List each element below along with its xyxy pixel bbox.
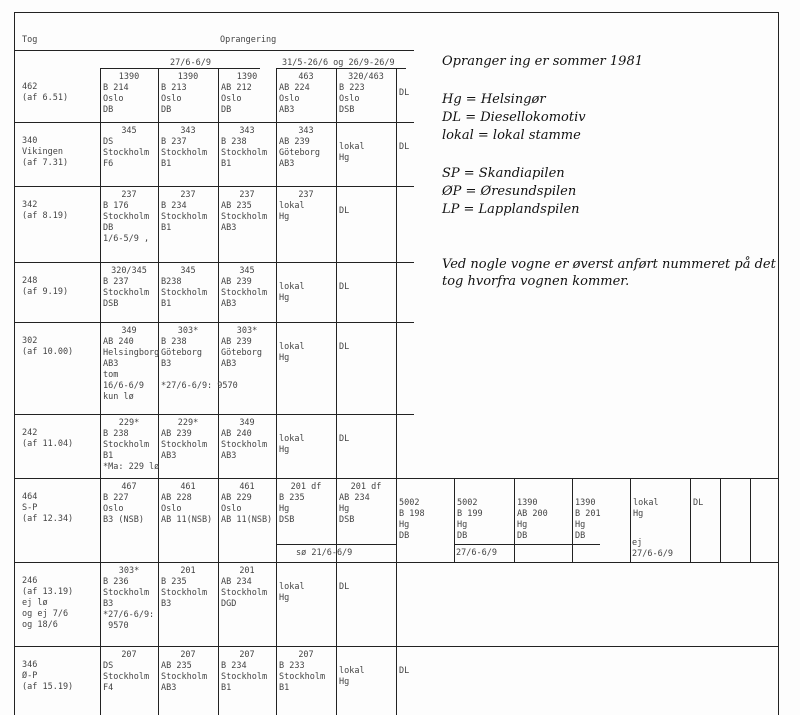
column-divider xyxy=(276,322,277,414)
wagon-origin: 207 xyxy=(180,650,196,660)
wagon-cell: lokal Hg xyxy=(279,201,305,222)
wagon-cell: 5002 B 199 Hg DB xyxy=(457,498,483,541)
column-divider xyxy=(336,322,337,414)
train-label: 464 S-P (af 12.34) xyxy=(22,492,74,524)
wagon-cell: B 237 Stockholm DSB xyxy=(103,277,150,309)
wagon-cell: DL xyxy=(339,434,350,444)
wagon-cell: DL xyxy=(339,582,350,592)
wagon-cell: B238 Stockholm B1 xyxy=(161,277,208,309)
legend-hg: Hg = Helsingør xyxy=(442,92,546,107)
wagon-origin: 229* xyxy=(177,418,199,428)
wagon-cell: AB 239 Göteborg AB3 xyxy=(221,337,262,369)
header-oprangering: Oprangering xyxy=(220,35,277,45)
wagon-cell: B 234 Stockholm B1 xyxy=(221,661,268,693)
wagon-origin: 345 xyxy=(180,266,196,276)
wagon-origin: 303* xyxy=(236,326,258,336)
period-b-line xyxy=(276,68,406,69)
column-divider xyxy=(396,562,397,646)
wagon-cell: AB 229 Oslo AB 11(NSB) xyxy=(221,493,273,525)
column-divider xyxy=(396,322,397,414)
wagon-cell: AB 212 Oslo DB xyxy=(221,83,252,115)
wagon-cell: B 238 Stockholm B1 *Ma: 229 lø xyxy=(103,429,160,472)
legend-op: ØP = Øresundspilen xyxy=(442,184,577,199)
wagon-cell: DL xyxy=(339,342,350,352)
wagon-origin: 349 xyxy=(239,418,255,428)
wagon-cell: DS Stockholm F4 xyxy=(103,661,150,693)
column-divider xyxy=(396,414,397,478)
wagon-origin: 345 xyxy=(121,126,137,136)
column-divider xyxy=(336,262,337,322)
column-divider xyxy=(514,478,515,562)
wagon-origin: 343 xyxy=(180,126,196,136)
row-divider xyxy=(14,122,414,123)
period-note: 27/6-6/9 xyxy=(456,548,497,558)
wagon-cell: B 238 Göteborg B3 *27/6-6/9: 9570 xyxy=(161,337,238,391)
wagon-cell: 1390 AB 200 Hg DB xyxy=(517,498,548,541)
row-divider xyxy=(14,186,414,187)
legend-lp: LP = Lapplandspilen xyxy=(442,202,580,217)
period-a-line xyxy=(100,68,260,69)
wagon-origin: 343 xyxy=(239,126,255,136)
period-note-line xyxy=(454,544,600,545)
header-period-a: 27/6-6/9 xyxy=(170,58,211,68)
wagon-origin: 201 xyxy=(180,566,196,576)
wagon-origin: 461 xyxy=(239,482,255,492)
wagon-cell: AB 240 Stockholm AB3 xyxy=(221,429,268,461)
wagon-cell: 1390 B 201 Hg DB xyxy=(575,498,601,541)
wagon-cell: lokal Hg xyxy=(279,282,305,303)
wagon-cell: B 176 Stockholm DB 1/6-5/9 , xyxy=(103,201,150,244)
wagon-origin: 349 xyxy=(121,326,137,336)
wagon-cell: AB 234 Stockholm DGD xyxy=(221,577,268,609)
row-divider xyxy=(14,414,414,415)
header-tog: Tog xyxy=(22,35,38,45)
wagon-cell: AB 239 Stockholm AB3 xyxy=(161,429,208,461)
period-note: ej 27/6-6/9 xyxy=(632,538,673,559)
wagon-cell: lokal Hg xyxy=(339,666,365,687)
legend-note: Ved nogle vogne er øverst anført nummeret på det tog hvorfra vognen kommer. xyxy=(442,257,776,289)
train-label: 346 Ø-P (af 15.19) xyxy=(22,660,74,692)
train-label: 342 (af 8.19) xyxy=(22,200,69,221)
column-divider xyxy=(336,122,337,186)
column-divider xyxy=(276,562,277,646)
train-label: 242 (af 11.04) xyxy=(22,428,74,449)
wagon-origin: 303* xyxy=(177,326,199,336)
wagon-origin: 303* xyxy=(118,566,140,576)
wagon-origin: 461 xyxy=(180,482,196,492)
wagon-origin: 237 xyxy=(298,190,314,200)
wagon-origin: 467 xyxy=(121,482,137,492)
column-divider xyxy=(690,478,691,562)
wagon-cell: B 227 Oslo B3 (NSB) xyxy=(103,493,144,525)
train-label: 302 (af 10.00) xyxy=(22,336,74,357)
wagon-cell: AB 240 Helsingborg AB3 tom 16/6-6/9 kun lø xyxy=(103,337,160,402)
wagon-origin: 201 df xyxy=(350,482,382,492)
wagon-cell: B 223 Oslo DSB xyxy=(339,83,365,115)
wagon-cell: B 234 Stockholm B1 xyxy=(161,201,208,233)
wagon-cell: lokal Hg xyxy=(279,582,305,603)
wagon-origin: 207 xyxy=(121,650,137,660)
column-divider xyxy=(336,646,337,715)
wagon-cell: B 235 Stockholm B3 xyxy=(161,577,208,609)
train-label: 248 (af 9.19) xyxy=(22,276,69,297)
header-period-b: 31/5-26/6 og 26/9-26/9 xyxy=(282,58,395,68)
period-note-line xyxy=(276,544,396,545)
wagon-cell: DL xyxy=(339,206,350,216)
wagon-cell: DL xyxy=(399,88,410,98)
train-label: 462 (af 6.51) xyxy=(22,82,69,103)
wagon-origin: 207 xyxy=(239,650,255,660)
column-divider xyxy=(396,122,397,186)
column-divider xyxy=(396,262,397,322)
wagon-cell: AB 234 Hg DSB xyxy=(339,493,370,525)
train-label: 246 (af 13.19) ej lø og ej 7/6 og 18/6 xyxy=(22,576,74,630)
legend-title: Opranger ing er sommer 1981 xyxy=(442,54,643,69)
wagon-cell: DS Stockholm F6 xyxy=(103,137,150,169)
wagon-cell: AB 224 Oslo AB3 xyxy=(279,83,310,115)
wagon-origin: 1390 xyxy=(236,72,258,82)
wagon-cell: DL xyxy=(399,666,410,676)
column-divider xyxy=(630,478,631,562)
wagon-origin: 229* xyxy=(118,418,140,428)
wagon-origin: 201 xyxy=(239,566,255,576)
column-divider xyxy=(276,262,277,322)
column-divider xyxy=(720,478,721,562)
left-border xyxy=(14,12,15,715)
column-divider xyxy=(454,478,455,562)
legend-lokal: lokal = lokal stamme xyxy=(442,128,581,143)
top-border xyxy=(14,12,778,13)
wagon-origin: 343 xyxy=(298,126,314,136)
wagon-cell: DL xyxy=(399,142,410,152)
wagon-origin: 463 xyxy=(298,72,314,82)
legend-dl: DL = Diesellokomotiv xyxy=(442,110,586,125)
column-divider xyxy=(396,68,397,122)
wagon-cell: B 214 Oslo DB xyxy=(103,83,129,115)
wagon-cell: B 236 Stockholm B3 *27/6-6/9: 9570 xyxy=(103,577,155,631)
row-divider xyxy=(14,262,414,263)
wagon-origin: 237 xyxy=(180,190,196,200)
wagon-cell: AB 239 Göteborg AB3 xyxy=(279,137,320,169)
wagon-cell: DL xyxy=(693,498,704,508)
wagon-origin: 237 xyxy=(239,190,255,200)
train-label: 340 Vikingen (af 7.31) xyxy=(22,136,69,168)
wagon-cell: AB 235 Stockholm AB3 xyxy=(221,201,268,233)
column-divider xyxy=(750,478,751,562)
column-divider xyxy=(336,186,337,262)
period-note: sø 21/6-6/9 xyxy=(296,548,353,558)
wagon-cell: B 237 Stockholm B1 xyxy=(161,137,208,169)
column-divider xyxy=(396,646,397,715)
wagon-cell: AB 235 Stockholm AB3 xyxy=(161,661,208,693)
header-divider xyxy=(14,50,414,51)
right-border xyxy=(778,12,779,715)
wagon-origin: 1390 xyxy=(177,72,199,82)
column-divider xyxy=(396,478,397,562)
column-divider xyxy=(572,478,573,562)
wagon-cell: 5002 B 198 Hg DB xyxy=(399,498,425,541)
column-divider xyxy=(276,414,277,478)
column-divider xyxy=(396,186,397,262)
wagon-origin: 345 xyxy=(239,266,255,276)
wagon-cell: lokal Hg xyxy=(633,498,659,519)
wagon-origin: 201 df xyxy=(290,482,322,492)
row-divider xyxy=(14,322,414,323)
wagon-cell: AB 228 Oslo AB 11(NSB) xyxy=(161,493,213,525)
wagon-cell: B 233 Stockholm B1 xyxy=(279,661,326,693)
wagon-origin: 320/463 xyxy=(348,72,384,82)
wagon-origin: 1390 xyxy=(118,72,140,82)
wagon-cell: B 213 Oslo DB xyxy=(161,83,187,115)
wagon-cell: B 235 Hg DSB xyxy=(279,493,305,525)
column-divider xyxy=(336,414,337,478)
wagon-cell: AB 239 Stockholm AB3 xyxy=(221,277,268,309)
wagon-cell: B 238 Stockholm B1 xyxy=(221,137,268,169)
wagon-origin: 320/345 xyxy=(111,266,147,276)
wagon-origin: 207 xyxy=(298,650,314,660)
wagon-cell: DL xyxy=(339,282,350,292)
column-divider xyxy=(336,562,337,646)
wagon-cell: lokal Hg xyxy=(339,142,365,163)
wagon-cell: lokal Hg xyxy=(279,434,305,455)
wagon-cell: lokal Hg xyxy=(279,342,305,363)
wagon-origin: 237 xyxy=(121,190,137,200)
legend-sp: SP = Skandiapilen xyxy=(442,166,565,181)
